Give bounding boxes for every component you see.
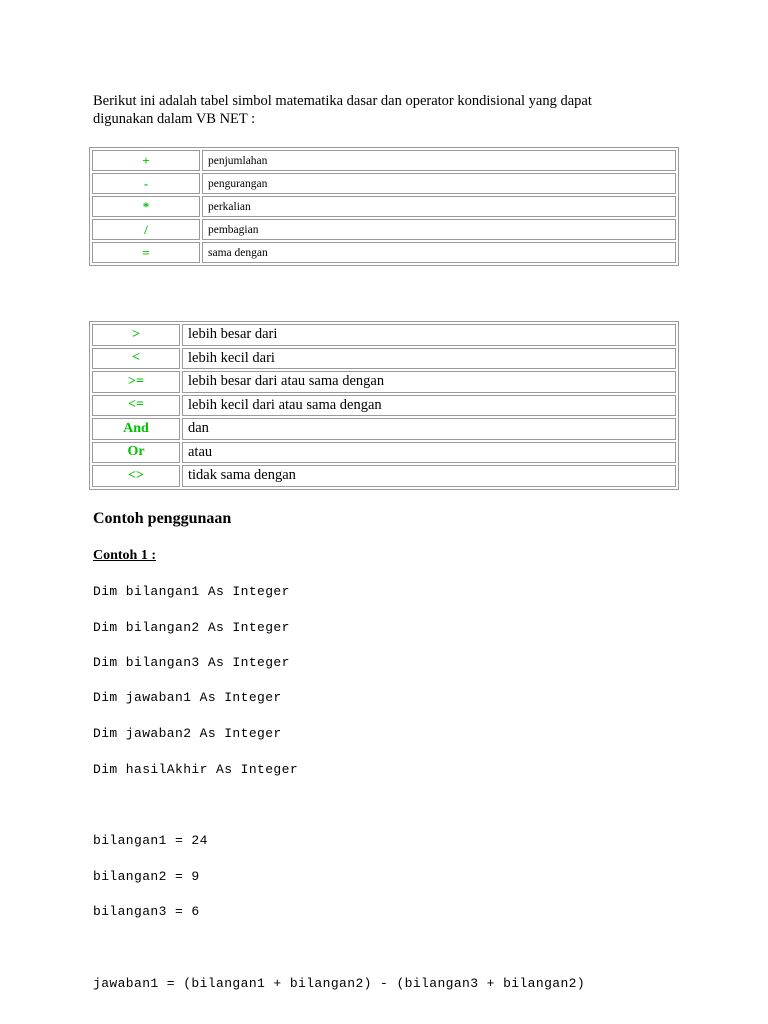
code-line: bilangan2 = 9: [93, 869, 200, 884]
operator-symbol: <>: [92, 465, 180, 487]
code-line: bilangan3 = 6: [93, 904, 200, 919]
code-line: bilangan1 = 24: [93, 833, 208, 848]
example-heading: Contoh 1 :: [93, 548, 157, 563]
operator-description: lebih kecil dari: [182, 348, 676, 370]
document-page: [93, 92, 693, 991]
operator-description: lebih kecil dari atau sama dengan: [182, 395, 676, 417]
table-row: [92, 371, 676, 393]
operator-symbol: >: [92, 324, 180, 346]
code-line: Dim jawaban2 As Integer: [93, 726, 282, 741]
intro-paragraph: Berikut ini adalah tabel simbol matematika dasar dan operator kondisional yang dapat digunakan dalam VB NET :: [93, 93, 592, 127]
table-row: [92, 442, 676, 464]
operator-symbol: -: [92, 173, 200, 194]
code-line: jawaban1 = (bilangan1 + bilangan2) - (bilangan3 + bilangan2): [93, 976, 586, 991]
operator-symbol: =: [92, 242, 200, 263]
operator-description: atau: [182, 442, 676, 464]
operator-symbol: <=: [92, 395, 180, 417]
section-heading: Contoh penggunaan: [93, 510, 232, 527]
operator-symbol: Or: [92, 442, 180, 464]
table-row: [92, 418, 676, 440]
code-line: Dim bilangan2 As Integer: [93, 620, 290, 635]
table-row: [92, 465, 676, 487]
code-line: Dim hasilAkhir As Integer: [93, 762, 299, 777]
operator-symbol: And: [92, 418, 180, 440]
operator-description: lebih besar dari: [182, 324, 676, 346]
table-row: [92, 196, 676, 217]
operator-symbol: +: [92, 150, 200, 171]
operator-symbol: <: [92, 348, 180, 370]
table-row: [92, 173, 676, 194]
math-operator-table: [89, 147, 679, 266]
operator-description: sama dengan: [202, 242, 676, 263]
code-line: Dim jawaban1 As Integer: [93, 690, 282, 705]
table-row: [92, 395, 676, 417]
code-line: Dim bilangan1 As Integer: [93, 584, 290, 599]
operator-symbol: *: [92, 196, 200, 217]
operator-description: pembagian: [202, 219, 676, 240]
code-line: Dim bilangan3 As Integer: [93, 655, 290, 670]
table-row: [92, 242, 676, 263]
operator-description: perkalian: [202, 196, 676, 217]
operator-description: lebih besar dari atau sama dengan: [182, 371, 676, 393]
conditional-operator-table: [89, 321, 679, 490]
table-row: [92, 324, 676, 346]
operator-symbol: >=: [92, 371, 180, 393]
operator-description: penjumlahan: [202, 150, 676, 171]
table-row: [92, 348, 676, 370]
table-row: [92, 150, 676, 171]
operator-description: tidak sama dengan: [182, 465, 676, 487]
operator-description: pengurangan: [202, 173, 676, 194]
operator-symbol: /: [92, 219, 200, 240]
table-row: [92, 219, 676, 240]
operator-description: dan: [182, 418, 676, 440]
